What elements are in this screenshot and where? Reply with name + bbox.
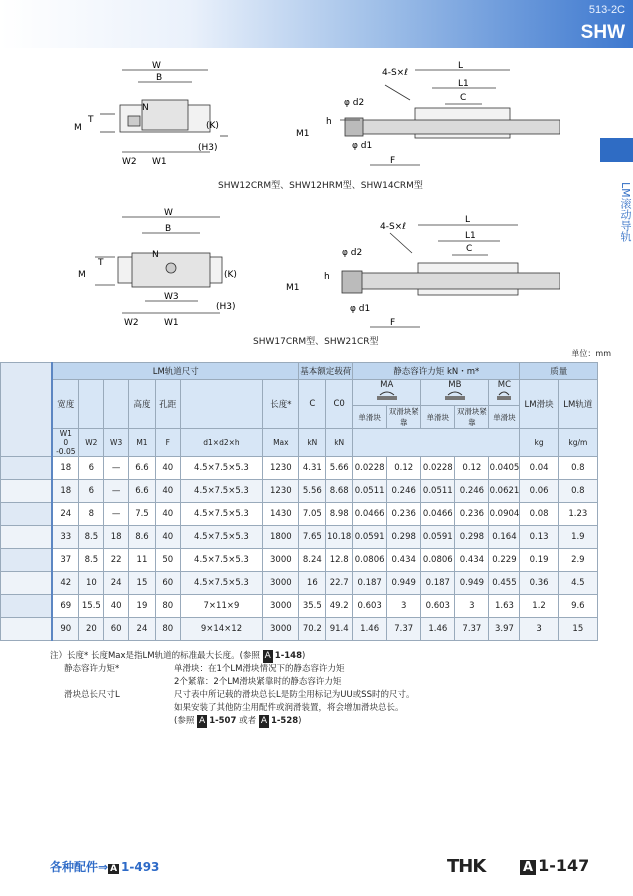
table-cell: 4.31: [299, 457, 326, 480]
table-cell: 15: [129, 572, 156, 595]
table-cell: 70.2: [299, 618, 326, 641]
group-moment: 静态容许力矩 kN・m*: [353, 363, 520, 380]
table-cell: 50: [155, 549, 180, 572]
label-N: N: [142, 103, 149, 113]
table-cell: 18: [52, 480, 79, 503]
table-cell: 16: [299, 572, 326, 595]
table-cell: 2.9: [558, 549, 597, 572]
sub-F: F: [155, 429, 180, 457]
header-width: 宽度: [52, 380, 79, 429]
table-cell: 8: [79, 503, 104, 526]
table-cell: 0.8: [558, 457, 597, 480]
label-M1: M1: [286, 283, 300, 293]
label-M1: M1: [296, 129, 310, 139]
table-cell: 4.5×7.5×5.3: [180, 480, 263, 503]
label-L1: L1: [458, 79, 469, 89]
table-cell: 0.434: [387, 549, 421, 572]
table-cell: 0.0904: [489, 503, 520, 526]
sub-kg: kg: [520, 429, 558, 457]
label-T: T: [98, 258, 104, 268]
table-cell: 0.949: [387, 572, 421, 595]
table-cell: 0.12: [455, 457, 489, 480]
table-cell: 8.5: [79, 526, 104, 549]
label-L: L: [465, 215, 471, 225]
table-cell: 8.5: [79, 549, 104, 572]
table-cell: 0.949: [455, 572, 489, 595]
label-H3: (H3): [198, 143, 218, 153]
table-cell: 1.23: [558, 503, 597, 526]
label-S: 4-S×ℓ: [382, 68, 408, 78]
label-B: B: [156, 73, 163, 83]
header-height: 高度: [129, 380, 156, 429]
table-cell: 15.5: [79, 595, 104, 618]
table-cell: 60: [104, 618, 129, 641]
notes: [50, 650, 414, 728]
table-cell: 69: [52, 595, 79, 618]
sub-d: d1×d2×h: [180, 429, 263, 457]
table-cell: 7.37: [387, 618, 421, 641]
table-cell: 0.246: [455, 480, 489, 503]
header-pitch: 孔距: [155, 380, 180, 429]
model-cell: [1, 480, 53, 503]
table-cell: 18: [104, 526, 129, 549]
table-cell: 0.236: [455, 503, 489, 526]
table-cell: —: [104, 480, 129, 503]
table-cell: 0.04: [520, 457, 558, 480]
table-cell: 4.5×7.5×5.3: [180, 503, 263, 526]
table-cell: 7.37: [455, 618, 489, 641]
table-cell: 19: [129, 595, 156, 618]
header-length: 长度*: [263, 380, 299, 429]
label-d1: φ d1: [352, 141, 373, 151]
table-cell: 1230: [263, 480, 299, 503]
group-mass: 质量: [520, 363, 598, 380]
model-cell: [1, 526, 53, 549]
table-cell: 0.0806: [421, 549, 455, 572]
table-cell: 0.0511: [353, 480, 387, 503]
table-cell: 8.98: [326, 503, 353, 526]
header-MB: MB: [421, 380, 489, 406]
table-cell: 40: [155, 457, 180, 480]
table-cell: 7×11×9: [180, 595, 263, 618]
table-cell: 4.5: [558, 572, 597, 595]
page-number: A 1-147: [520, 856, 589, 875]
table-cell: 20: [79, 618, 104, 641]
series-title: SHW: [580, 22, 625, 43]
table-cell: 3: [455, 595, 489, 618]
side-label: LM滚动导轨: [619, 182, 632, 242]
table-cell: 1800: [263, 526, 299, 549]
diagram2-caption: SHW17CRM型、SHW21CR型: [253, 337, 379, 347]
group-load: 基本额定载荷: [299, 363, 353, 380]
header-rail-mass: LM轨道: [558, 380, 597, 429]
label-d2: φ d2: [344, 98, 365, 108]
table-cell: 3: [387, 595, 421, 618]
moment-mb-icon: [442, 390, 468, 402]
table-cell: 1.46: [353, 618, 387, 641]
label-W: W: [152, 61, 161, 71]
model-cell: [1, 549, 53, 572]
model-cell: [1, 595, 53, 618]
table-cell: 80: [155, 618, 180, 641]
sub-double-ma: 双滑块紧靠: [387, 406, 421, 429]
label-L: L: [458, 61, 464, 71]
table-cell: 0.229: [489, 549, 520, 572]
table-cell: 0.298: [387, 526, 421, 549]
sub-M1: M1: [129, 429, 156, 457]
group-rail: LM轨道尺寸: [52, 363, 299, 380]
table-cell: 3: [520, 618, 558, 641]
header-MC: MC: [489, 380, 520, 406]
table-cell: 3000: [263, 618, 299, 641]
table-cell: 9.6: [558, 595, 597, 618]
note-line-1: 注）长度* 长度Max是指LM轨道的标准最大长度。(参照 A 1-148): [50, 651, 306, 661]
label-W2: W2: [122, 157, 137, 167]
table-cell: 37: [52, 549, 79, 572]
table-cell: 91.4: [326, 618, 353, 641]
table-cell: 3000: [263, 572, 299, 595]
table-cell: 0.19: [520, 549, 558, 572]
sub-single-mc: 单滑块: [489, 406, 520, 429]
table-row: [1, 457, 598, 480]
table-cell: 90: [52, 618, 79, 641]
table-cell: 6: [79, 480, 104, 503]
table-cell: 6.6: [129, 480, 156, 503]
table-cell: 1.46: [421, 618, 455, 641]
label-S: 4-S×ℓ: [380, 222, 406, 232]
table-cell: 0.0591: [421, 526, 455, 549]
table-cell: 1.63: [489, 595, 520, 618]
table-cell: 5.66: [326, 457, 353, 480]
table-cell: 7.65: [299, 526, 326, 549]
unit-label: 单位：mm: [571, 349, 611, 358]
table-row: [1, 549, 598, 572]
model-column-blank: [1, 363, 53, 457]
table-cell: 40: [155, 503, 180, 526]
table-cell: 6: [79, 457, 104, 480]
table-cell: 0.0466: [421, 503, 455, 526]
table-cell: 1430: [263, 503, 299, 526]
thk-logo: THK: [447, 856, 486, 877]
sub-kgm: kg/m: [558, 429, 597, 457]
table-cell: 1.2: [520, 595, 558, 618]
table-cell: 60: [155, 572, 180, 595]
label-B: B: [165, 224, 172, 234]
table-cell: 0.298: [455, 526, 489, 549]
table-row: [1, 618, 598, 641]
table-cell: 0.12: [387, 457, 421, 480]
table-cell: 0.8: [558, 480, 597, 503]
label-M: M: [74, 123, 82, 133]
table-cell: 0.0228: [353, 457, 387, 480]
label-C: C: [466, 244, 473, 254]
note-line-4: 滑块总长尺寸L 尺寸表中所记载的滑块总长L是防尘用标记为UU或SS时的尺寸。: [64, 690, 415, 700]
diagram-shw12: [60, 60, 560, 175]
note-line-2: 静态容许力矩* 单滑块：在1个LM滑块情况下的静态容许力矩: [64, 664, 345, 674]
model-cell: [1, 457, 53, 480]
table-cell: 40: [104, 595, 129, 618]
table-cell: 35.5: [299, 595, 326, 618]
header-MA: MA: [353, 380, 421, 406]
sub-kN2: kN: [326, 429, 353, 457]
moment-ma-icon: [374, 390, 400, 402]
table-cell: 0.0806: [353, 549, 387, 572]
table-row: [1, 526, 598, 549]
table-cell: 0.455: [489, 572, 520, 595]
table-cell: 3000: [263, 595, 299, 618]
sub-kN1: kN: [299, 429, 326, 457]
table-cell: 49.2: [326, 595, 353, 618]
table-cell: 7.05: [299, 503, 326, 526]
table-cell: 0.08: [520, 503, 558, 526]
table-cell: 5.56: [299, 480, 326, 503]
table-row: [1, 595, 598, 618]
table-cell: 8.6: [129, 526, 156, 549]
table-cell: 24: [52, 503, 79, 526]
table-cell: 0.603: [353, 595, 387, 618]
table-cell: 18: [52, 457, 79, 480]
table-cell: 0.0591: [353, 526, 387, 549]
table-cell: 0.187: [353, 572, 387, 595]
side-tab: [600, 138, 633, 162]
header-C0: C0: [326, 380, 353, 429]
label-F: F: [390, 156, 396, 166]
table-cell: 7.5: [129, 503, 156, 526]
label-W: W: [164, 208, 173, 218]
table-cell: 4.5×7.5×5.3: [180, 526, 263, 549]
table-row: [1, 572, 598, 595]
table-cell: 0.187: [421, 572, 455, 595]
note-line-5: 如果安装了其他防尘用配件或润滑装置，将会增加滑块总长。: [174, 703, 404, 713]
table-cell: —: [104, 457, 129, 480]
table-cell: 8.68: [326, 480, 353, 503]
label-W3: W3: [164, 292, 179, 302]
table-cell: 12.8: [326, 549, 353, 572]
table-cell: 80: [155, 595, 180, 618]
table-cell: 4.5×7.5×5.3: [180, 572, 263, 595]
label-C: C: [460, 93, 467, 103]
header-C: C: [299, 380, 326, 429]
table-cell: 0.0621: [489, 480, 520, 503]
table-cell: 4.5×7.5×5.3: [180, 457, 263, 480]
table-cell: 0.36: [520, 572, 558, 595]
label-K: (K): [224, 270, 237, 280]
table-cell: 6.6: [129, 457, 156, 480]
table-cell: 0.06: [520, 480, 558, 503]
table-cell: 0.434: [455, 549, 489, 572]
table-cell: 0.603: [421, 595, 455, 618]
table-cell: 0.246: [387, 480, 421, 503]
label-d1: φ d1: [350, 304, 371, 314]
label-T: T: [88, 115, 94, 125]
table-cell: 0.0511: [421, 480, 455, 503]
label-H3: (H3): [216, 302, 236, 312]
note-line-3: 2个紧靠：2个LM滑块紧靠时的静态容许力矩: [174, 677, 342, 687]
model-cell: [1, 572, 53, 595]
table-row: [1, 503, 598, 526]
header-block-mass: LM滑块: [520, 380, 558, 429]
table-cell: 8.24: [299, 549, 326, 572]
label-d2: φ d2: [342, 248, 363, 258]
table-cell: 1230: [263, 457, 299, 480]
table-cell: —: [104, 503, 129, 526]
table-cell: 9×14×12: [180, 618, 263, 641]
table-row: [1, 480, 598, 503]
sub-W3: W3: [104, 429, 129, 457]
table-cell: 15: [558, 618, 597, 641]
table-cell: 0.236: [387, 503, 421, 526]
page-header: [0, 0, 633, 48]
model-cell: [1, 618, 53, 641]
label-h: h: [324, 272, 330, 282]
label-L1: L1: [465, 231, 476, 241]
table-cell: 0.0466: [353, 503, 387, 526]
sub-single-ma: 单滑块: [353, 406, 387, 429]
sub-double-mb: 双滑块紧靠: [455, 406, 489, 429]
note-line-6: (参照 A 1-507 或者 A 1-528): [174, 716, 302, 726]
table-cell: 22.7: [326, 572, 353, 595]
label-F: F: [390, 318, 396, 328]
table-cell: 40: [155, 480, 180, 503]
sub-W1: W1 0 -0.05: [52, 429, 79, 457]
diagram1-caption: SHW12CRM型、SHW12HRM型、SHW14CRM型: [218, 181, 423, 191]
model-cell: [1, 503, 53, 526]
page-code: 513-2C: [588, 4, 625, 16]
table-cell: 4.5×7.5×5.3: [180, 549, 263, 572]
table-cell: 0.13: [520, 526, 558, 549]
table-cell: 11: [129, 549, 156, 572]
table-cell: 10: [79, 572, 104, 595]
moment-mc-icon: [495, 390, 513, 402]
table-cell: 0.164: [489, 526, 520, 549]
label-K: (K): [206, 121, 219, 131]
table-cell: 24: [104, 572, 129, 595]
label-W1: W1: [164, 318, 179, 328]
table-cell: 1.9: [558, 526, 597, 549]
spec-table: [0, 362, 598, 641]
label-h: h: [326, 117, 332, 127]
label-M: M: [78, 270, 86, 280]
sub-W2: W2: [79, 429, 104, 457]
accessories-link[interactable]: 各种配件⇒ A 1-493: [50, 860, 160, 874]
table-cell: 33: [52, 526, 79, 549]
sub-max: Max: [263, 429, 299, 457]
table-cell: 22: [104, 549, 129, 572]
label-N: N: [152, 250, 159, 260]
table-cell: 24: [129, 618, 156, 641]
table-cell: 42: [52, 572, 79, 595]
sub-single-mb: 单滑块: [421, 406, 455, 429]
label-W1: W1: [152, 157, 167, 167]
table-cell: 0.0228: [421, 457, 455, 480]
table-cell: 40: [155, 526, 180, 549]
table-cell: 0.0405: [489, 457, 520, 480]
table-cell: 3000: [263, 549, 299, 572]
table-cell: 3.97: [489, 618, 520, 641]
label-W2: W2: [124, 318, 139, 328]
diagram-shw17: [60, 205, 560, 330]
table-cell: 10.18: [326, 526, 353, 549]
